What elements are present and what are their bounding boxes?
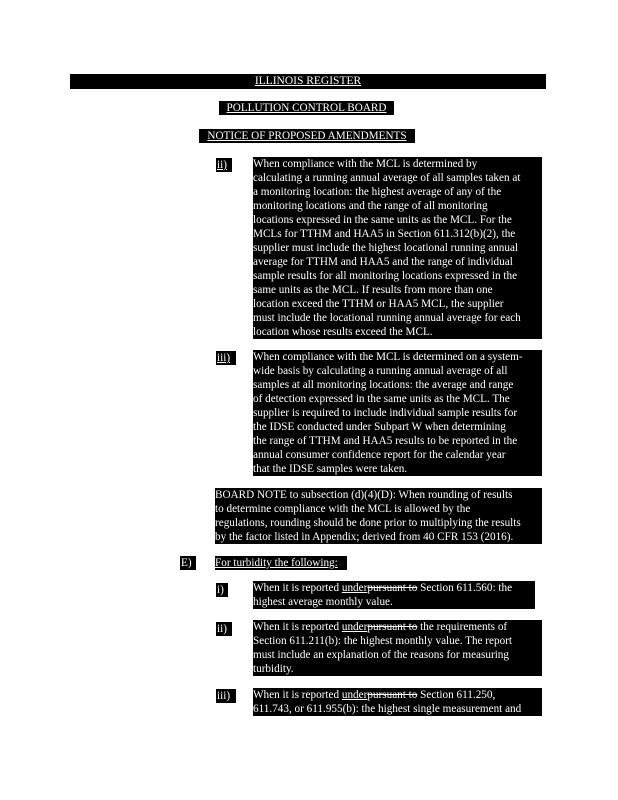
text-prefix: When it is reported	[253, 621, 342, 633]
item-ii-line: monitoring locations and the range of all monitoring	[253, 200, 488, 212]
register-title: ILLINOIS REGISTER	[254, 75, 362, 87]
item-iii-line: When compliance with the MCL is determined on a system-	[253, 351, 523, 363]
section-e-heading-block	[215, 556, 347, 570]
item-iii-line: supplier is required to include individual sample results for	[253, 407, 518, 419]
text-rest: Section 611.560: the	[417, 582, 513, 594]
item-iii-block	[253, 350, 542, 476]
board-note-line: BOARD NOTE to subsection (d)(4)(D): When rounding of results	[215, 489, 513, 501]
turbidity-i-block	[253, 581, 535, 609]
turbidity-iii-marker: iii)	[216, 689, 236, 703]
turbidity-iii-line2: 611.743, or 611.955(b): the highest single measurement and	[253, 703, 522, 715]
item-ii-line: location exceed the TTHM or HAA5 MCL, the supplier	[253, 298, 504, 310]
text-rest: Section 611.250,	[417, 689, 496, 701]
item-ii-line: average for TTHM and HAA5 and the range of individual	[253, 256, 513, 268]
board-note-line: regulations, rounding should be done prior to multiplying the results	[215, 517, 521, 529]
turbidity-i-line1	[253, 581, 535, 595]
item-iii-line: of detection expressed in the same units as the MCL. The	[253, 393, 510, 405]
turbidity-ii-marker: ii)	[216, 622, 232, 636]
item-ii-marker: ii)	[216, 158, 232, 172]
deleted-text: pursuant to	[367, 582, 418, 594]
section-e-marker: E)	[180, 556, 196, 570]
turbidity-iii-line1	[253, 688, 542, 702]
text-rest: the requirements of	[417, 621, 508, 633]
turbidity-i-line2: highest average monthly value.	[253, 596, 393, 608]
text-prefix: When it is reported	[253, 582, 342, 594]
item-iii-line: that the IDSE samples were taken.	[253, 463, 408, 475]
item-ii-line: location whose results exceed the MCL.	[253, 326, 433, 338]
turbidity-ii-line: must include an explanation of the reasons for measuring	[253, 649, 509, 661]
item-ii-line: calculating a running annual average of all samples taken at	[253, 172, 521, 184]
item-ii-line: must include the locational running annual average for each	[253, 312, 521, 324]
item-ii-line: When compliance with the MCL is determined by	[253, 158, 478, 170]
board-note-line: to determine compliance with the MCL is allowed by the	[215, 503, 471, 515]
turbidity-i-marker: i)	[216, 583, 228, 597]
board-title	[219, 101, 394, 115]
turbidity-ii-line: Section 611.211(b): the highest monthly value. The report	[253, 635, 513, 647]
text-prefix: When it is reported	[253, 689, 342, 701]
item-iii-line: the range of TTHM and HAA5 results to be reported in the	[253, 435, 518, 447]
item-ii-line: MCLs for TTHM and HAA5 in Section 611.312(b)(2), the	[253, 228, 516, 240]
deleted-text: pursuant to	[367, 689, 418, 701]
turbidity-ii-line: turbidity.	[253, 663, 294, 675]
item-ii-block	[253, 157, 542, 339]
board-note-line: by the factor listed in Appendix; derived from 40 CFR 153 (2016).	[215, 531, 514, 543]
notice-title-text: NOTICE OF PROPOSED AMENDMENTS	[207, 130, 407, 142]
deleted-text: pursuant to	[367, 621, 418, 633]
item-ii-line: supplier must include the highest locational running annual	[253, 242, 519, 254]
item-iii-line: annual consumer confidence report for the calendar year	[253, 449, 506, 461]
turbidity-iii-block	[253, 688, 542, 716]
turbidity-ii-block	[253, 620, 542, 676]
section-e-heading: For turbidity the following:	[215, 557, 338, 569]
board-note-block	[215, 488, 542, 544]
notice-title	[199, 129, 415, 143]
item-ii-line: locations expressed in the same units as the MCL. For the	[253, 214, 512, 226]
inserted-text: under	[341, 689, 368, 701]
board-title-text: POLLUTION CONTROL BOARD	[226, 102, 387, 114]
item-iii-line: wide basis by calculating a running annual average of all	[253, 365, 508, 377]
turbidity-ii-line1	[253, 620, 542, 634]
item-ii-line: a monitoring location: the highest average of any of the	[253, 186, 502, 198]
inserted-text: under	[341, 621, 368, 633]
inserted-text: under	[341, 582, 368, 594]
item-iii-line: the IDSE conducted under Subpart W when determining	[253, 421, 506, 433]
item-iii-line: samples at all monitoring locations: the average and range	[253, 379, 514, 391]
item-iii-marker: iii)	[216, 351, 236, 365]
item-ii-line: same units as the MCL. If results from more than one	[253, 284, 493, 296]
item-ii-line: sample results for all monitoring locations expressed in the	[253, 270, 518, 282]
